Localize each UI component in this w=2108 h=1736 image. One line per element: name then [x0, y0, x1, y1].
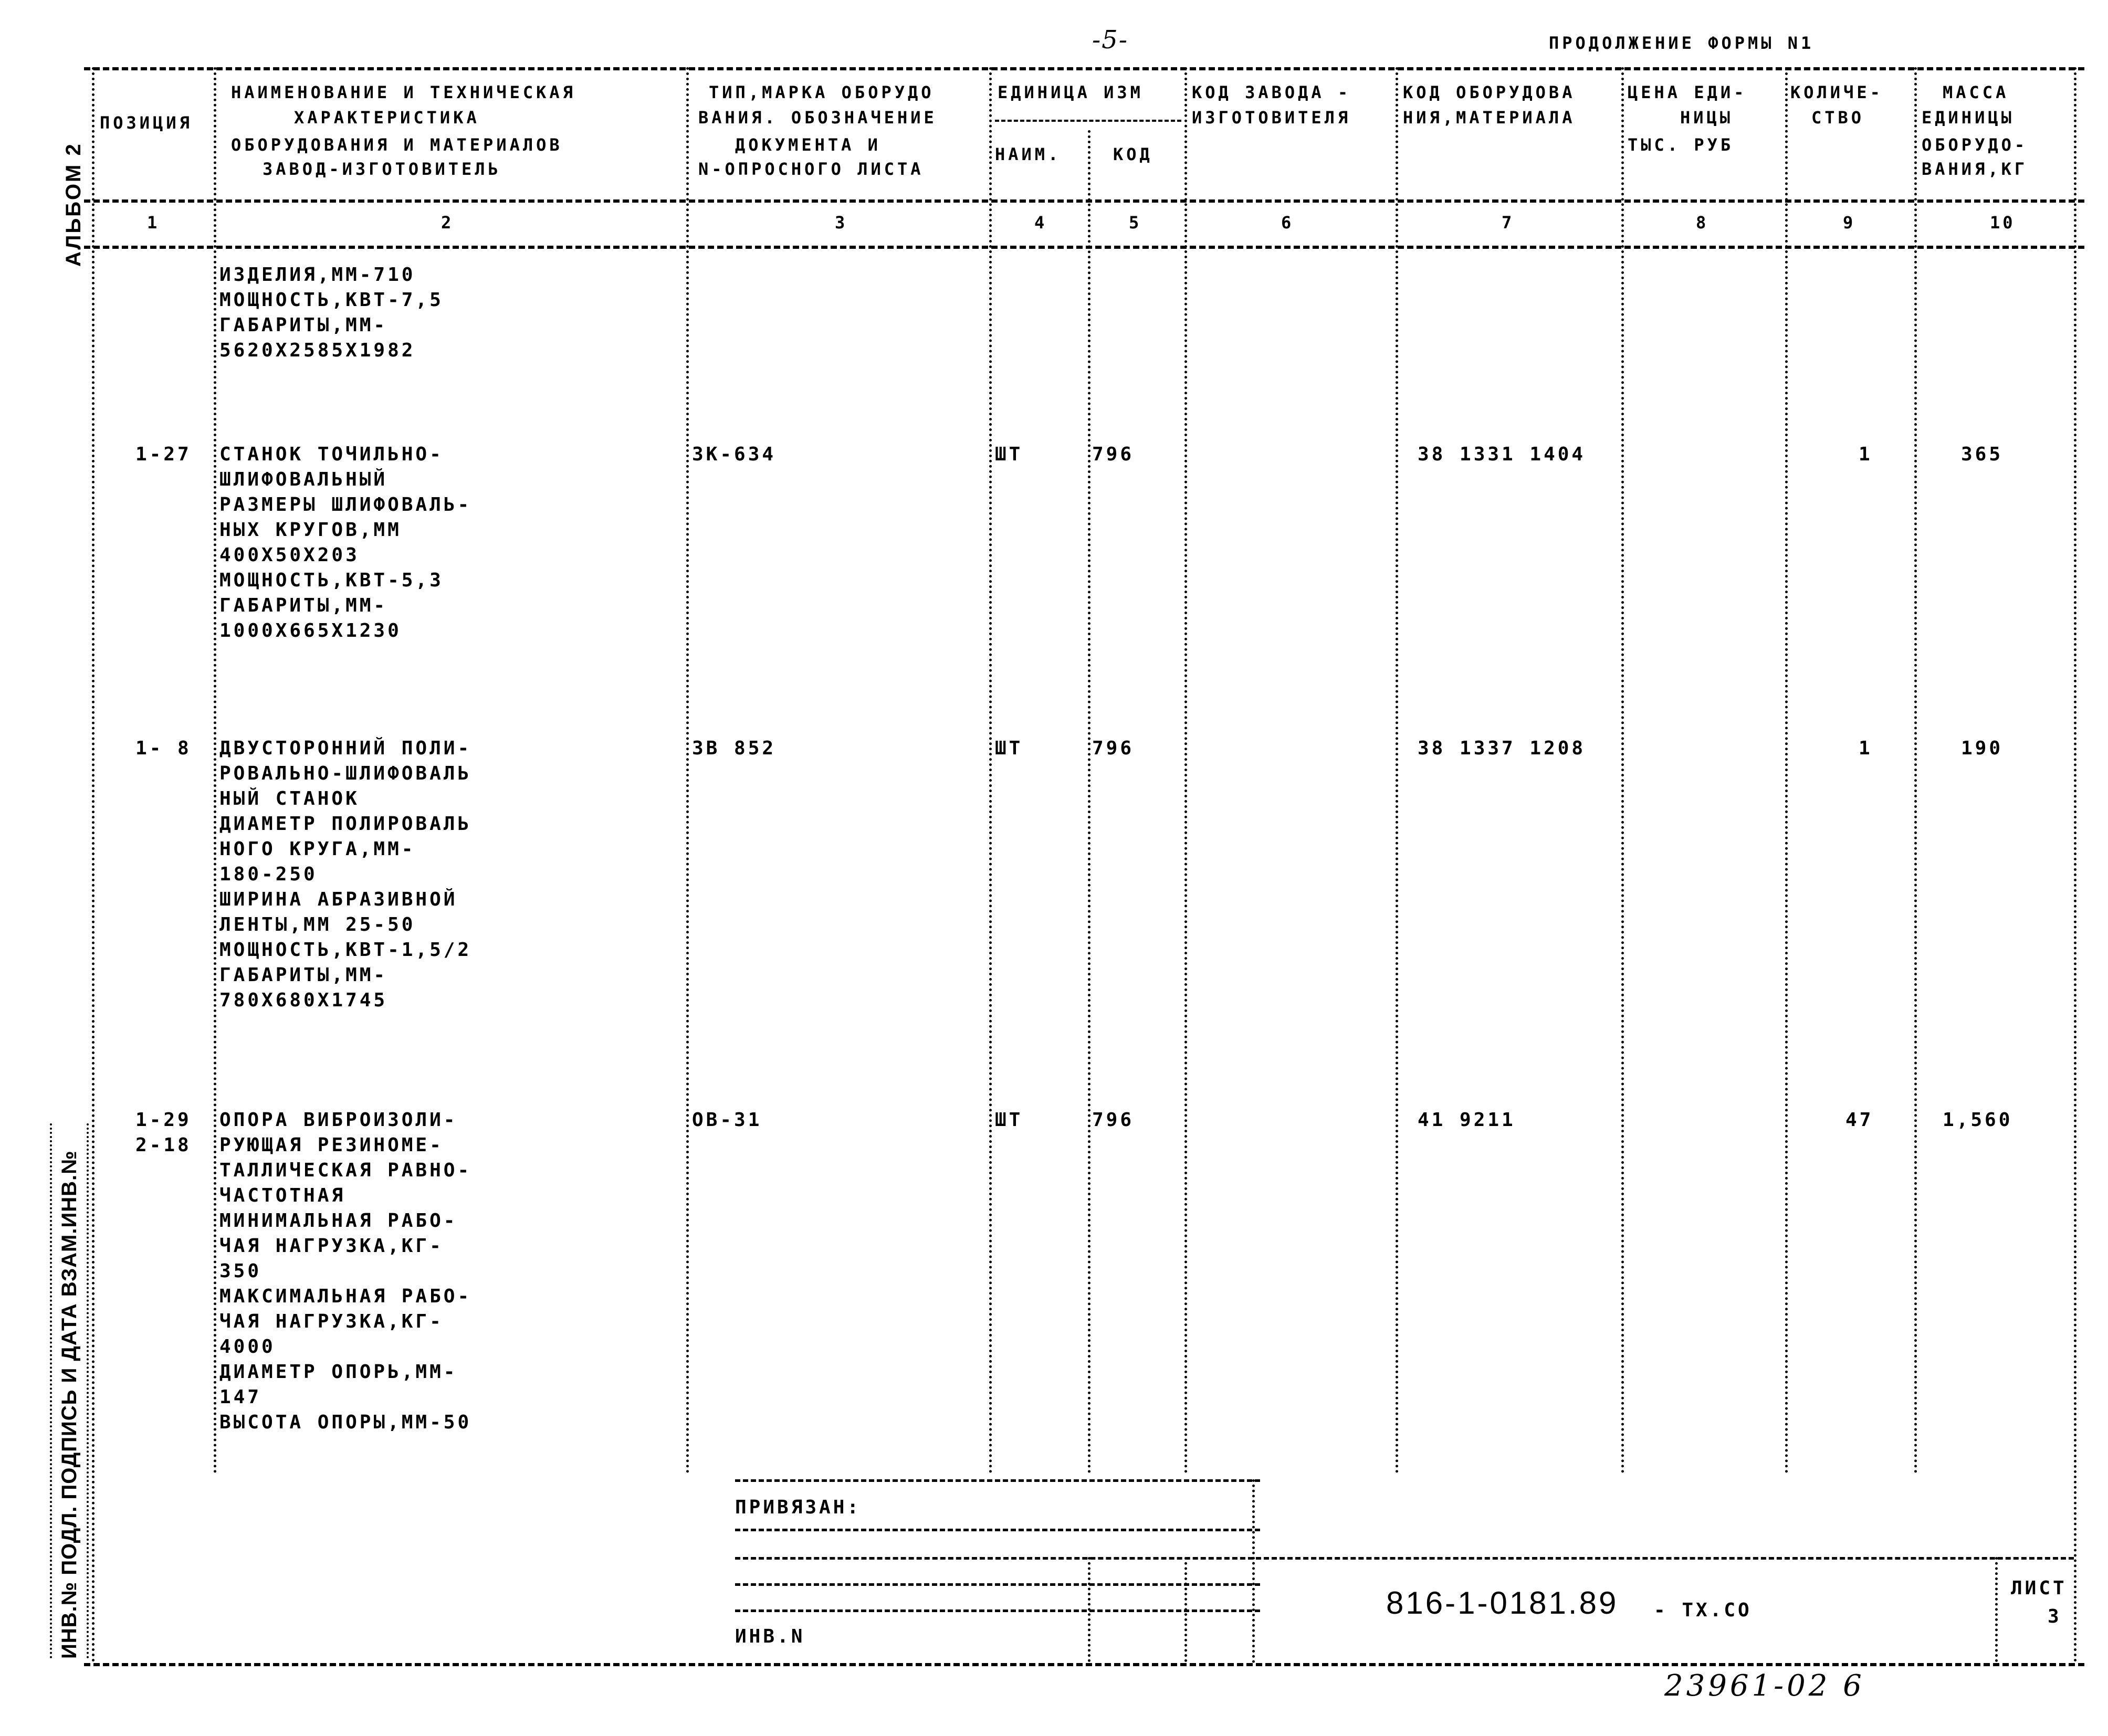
header-type-line1: ТИП,МАРКА ОБОРУДО [709, 82, 935, 102]
col-border-2 [686, 67, 689, 1474]
item-qty: 1 [1859, 444, 1873, 465]
header-unit-name: НАИМ. [995, 144, 1062, 164]
item-unit: ШТ [995, 1109, 1023, 1131]
handwritten-number: 23961-02 6 [1664, 1669, 1865, 1703]
item-unit-code: 796 [1092, 1109, 1135, 1131]
header-mass-line3: ОБОРУДО- [1922, 135, 2028, 155]
item-qty: 1 [1859, 738, 1873, 759]
item-desc-line: 400X50X203 [219, 544, 360, 566]
header-qty-line2: СТВО [1811, 108, 1865, 128]
header-name-line3: ОБОРУДОВАНИЯ И МАТЕРИАЛОВ [231, 135, 563, 155]
table-bottom-rule [84, 1663, 2084, 1666]
stamp-privyazan: ПРИВЯЗАН: [735, 1497, 862, 1518]
stamp-divider [1088, 1557, 1090, 1662]
continued-line: ГАБАРИТЫ,ММ- [219, 314, 388, 336]
item-desc-line: РАЗМЕРЫ ШЛИФОВАЛЬ- [219, 494, 472, 515]
header-price-line1: ЦЕНА ЕДИ- [1628, 82, 1747, 102]
col-border-7 [1621, 67, 1624, 1474]
col-border-8 [1785, 67, 1788, 1474]
item-unit-code: 796 [1092, 444, 1135, 465]
header-type-line3: ДОКУМЕНТА И [735, 135, 881, 155]
col-number: 6 [1281, 213, 1294, 233]
table-top-rule [84, 67, 2084, 70]
header-factory-line2: ИЗГОТОВИТЕЛЯ [1192, 108, 1351, 128]
item-desc-line: НЫХ КРУГОВ,ММ [219, 519, 402, 541]
stamp-rule [735, 1479, 1260, 1482]
sheet-value: 3 [2048, 1606, 2062, 1627]
col-number: 1 [147, 213, 160, 233]
item-mass: 1,560 [1943, 1109, 2013, 1131]
header-unit-rule [995, 120, 1181, 122]
document-number: 816-1-0181.89 [1386, 1585, 1619, 1621]
col-border-9 [1914, 67, 1917, 1474]
item-position: 1-27 [135, 444, 192, 465]
col-border-1 [214, 67, 216, 1474]
item-desc-line: ОПОРА ВИБРОИЗОЛИ- [219, 1109, 458, 1131]
col-number: 7 [1502, 213, 1515, 233]
item-desc-line: 180-250 [219, 864, 318, 885]
item-qty: 47 [1845, 1109, 1874, 1131]
header-type-line4: N-ОПРОСНОГО ЛИСТА [698, 159, 924, 179]
side-stamp-border [50, 1123, 52, 1659]
continued-line: 5620X2585X1982 [219, 340, 416, 361]
item-desc-line: 350 [219, 1260, 262, 1282]
header-qty-line1: КОЛИЧЕ- [1790, 82, 1883, 102]
item-desc-line: ДИАМЕТР ОПОРЬ,ММ- [219, 1361, 458, 1383]
header-mass-line4: ВАНИЯ,КГ [1922, 159, 2028, 179]
item-equip-code: 38 1331 1404 [1418, 444, 1586, 465]
col-border-5 [1184, 67, 1187, 1474]
stamp-divider [1252, 1479, 1255, 1663]
col-number: 9 [1843, 213, 1856, 233]
item-equip-code: 41 9211 [1418, 1109, 1516, 1131]
item-desc-line: ШЛИФОВАЛЬНЫЙ [219, 469, 388, 490]
item-position: 1- 8 [135, 738, 192, 759]
item-desc-line: ШИРИНА АБРАЗИВНОЙ [219, 889, 458, 910]
item-desc-line: 1000X665X1230 [219, 620, 402, 641]
item-desc-line: ДИАМЕТР ПОЛИРОВАЛЬ [219, 813, 472, 835]
stamp-rule [735, 1557, 2074, 1560]
col-border-4 [1088, 130, 1090, 1474]
item-unit-code: 796 [1092, 738, 1135, 759]
item-equip-code: 38 1337 1208 [1418, 738, 1586, 759]
col-number: 10 [1990, 213, 2016, 233]
item-desc-line: ЛЕНТЫ,ММ 25-50 [219, 914, 416, 935]
continued-line: МОЩНОСТЬ,КВТ-7,5 [219, 289, 444, 311]
side-album-label: АЛЬБОМ 2 [62, 142, 85, 267]
header-name-line4: ЗАВОД-ИЗГОТОВИТЕЛЬ [263, 159, 501, 179]
header-price-line3: ТЫС. РУБ [1628, 135, 1734, 155]
header-unit-code: КОД [1113, 144, 1153, 164]
header-name-line1: НАИМЕНОВАНИЕ И ТЕХНИЧЕСКАЯ [231, 82, 576, 102]
header-mass-line1: МАССА [1943, 82, 2009, 102]
item-desc-line: МИНИМАЛЬНАЯ РАБО- [219, 1210, 458, 1232]
header-position: ПОЗИЦИЯ [100, 113, 193, 133]
item-desc-line: ЧАЯ НАГРУЗКА,КГ- [219, 1235, 444, 1257]
header-equip-line2: НИЯ,МАТЕРИАЛА [1403, 108, 1576, 128]
stamp-rule [735, 1529, 1260, 1531]
header-factory-line1: КОД ЗАВОДА - [1192, 82, 1351, 102]
item-desc-line: РУЮЩАЯ РЕЗИНОМЕ- [219, 1134, 444, 1156]
item-desc-line: 4000 [219, 1336, 276, 1358]
item-desc-line: НОГО КРУГА,ММ- [219, 838, 416, 860]
item-desc-line: ЧАСТОТНАЯ [219, 1185, 346, 1206]
item-type: ОВ-31 [692, 1109, 762, 1131]
item-position-2: 2-18 [135, 1134, 192, 1156]
item-unit: ШТ [995, 738, 1023, 759]
stamp-rule [735, 1583, 1260, 1586]
item-desc-line: ВЫСОТА ОПОРЫ,ММ-50 [219, 1412, 472, 1433]
item-desc-line: МАКСИМАЛЬНАЯ РАБО- [219, 1286, 472, 1307]
item-mass: 190 [1961, 738, 2004, 759]
side-stamp-label: ИНВ.№ ПОДЛ. ПОДПИСЬ И ДАТА ВЗАМ.ИНВ.№ [58, 1150, 81, 1659]
item-desc-line: ТАЛЛИЧЕСКАЯ РАВНО- [219, 1160, 472, 1181]
col-number: 5 [1129, 213, 1142, 233]
stamp-rule [735, 1609, 1260, 1612]
item-desc-line: СТАНОК ТОЧИЛЬНО- [219, 444, 444, 465]
item-desc-line: 780X680X1745 [219, 990, 388, 1011]
col-number: 4 [1034, 213, 1047, 233]
item-type: 3В 852 [692, 738, 777, 759]
header-equip-line1: КОД ОБОРУДОВА [1403, 82, 1576, 102]
item-desc-line: НЫЙ СТАНОК [219, 788, 360, 809]
col-number: 8 [1696, 213, 1709, 233]
col-number: 2 [441, 213, 454, 233]
continued-line: ИЗДЕЛИЯ,ММ-710 [219, 264, 416, 286]
item-mass: 365 [1961, 444, 2004, 465]
stamp-divider [1184, 1557, 1187, 1662]
numbers-bottom-rule [84, 246, 2084, 249]
header-unit: ЕДИНИЦА ИЗМ [998, 82, 1144, 102]
document-suffix: - ТХ.СО [1654, 1600, 1752, 1621]
col-border-right [2074, 67, 2076, 1663]
page-number: -5- [1092, 25, 1128, 55]
item-desc-line: ЧАЯ НАГРУЗКА,КГ- [219, 1311, 444, 1332]
side-stamp-border [87, 1123, 89, 1659]
col-border-left [92, 67, 95, 1663]
item-desc-line: ГАБАРИТЫ,ММ- [219, 595, 388, 616]
col-border-6 [1396, 67, 1398, 1474]
header-type-line2: ВАНИЯ. ОБОЗНАЧЕНИЕ [698, 108, 937, 128]
continuation-label: ПРОДОЛЖЕНИЕ ФОРМЫ N1 [1549, 33, 1815, 53]
item-desc-line: МОЩНОСТЬ,КВТ-1,5/2 [219, 939, 472, 961]
item-desc-line: РОВАЛЬНО-ШЛИФОВАЛЬ [219, 763, 472, 784]
item-desc-line: ГАБАРИТЫ,ММ- [219, 964, 388, 986]
item-desc-line: ДВУСТОРОННИЙ ПОЛИ- [219, 738, 472, 759]
item-position: 1-29 [135, 1109, 192, 1131]
item-desc-line: МОЩНОСТЬ,КВТ-5,3 [219, 570, 444, 591]
item-unit: ШТ [995, 444, 1023, 465]
stamp-inv: ИНВ.N [735, 1626, 805, 1647]
stamp-divider [1995, 1557, 1998, 1662]
sheet-label: ЛИСТ [2011, 1577, 2067, 1599]
col-border-3 [989, 67, 992, 1474]
header-bottom-rule [84, 199, 2084, 203]
header-mass-line2: ЕДИНИЦЫ [1922, 108, 2015, 128]
item-type: 3К-634 [692, 444, 777, 465]
item-desc-line: 147 [219, 1386, 262, 1408]
header-name-line2: ХАРАКТЕРИСТИКА [294, 108, 480, 128]
header-price-line2: НИЦЫ [1680, 108, 1734, 128]
col-number: 3 [835, 213, 848, 233]
